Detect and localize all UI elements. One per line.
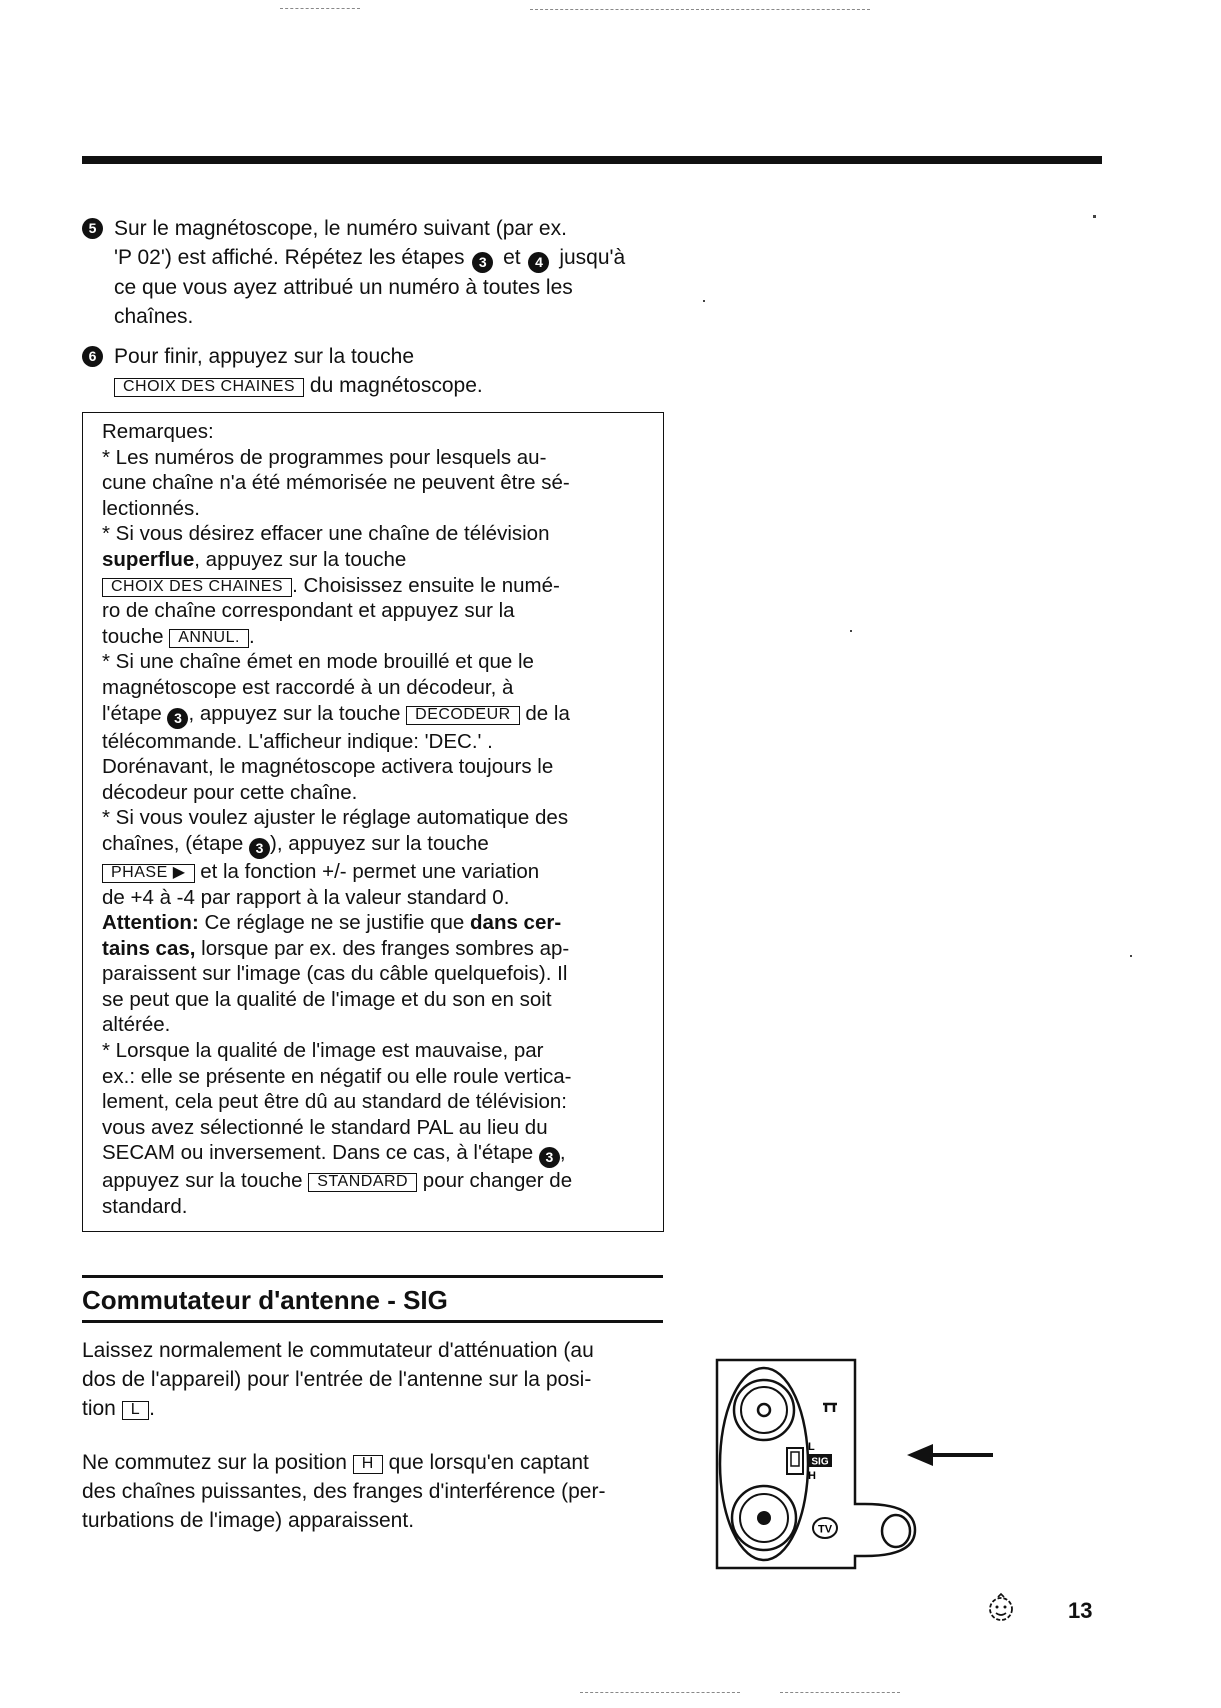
remark-line: se peut que la qualité de l'image et du son en soit [102,987,552,1011]
remark-line: * Si vous voulez ajuster le réglage automatique des [102,806,569,830]
remark-line: télécommande. L'afficheur indique: 'DEC.' . [102,729,493,753]
antenna-panel-diagram [715,1358,1015,1588]
text-line: ce que vous ayez attribué un numéro à toutes les [114,276,573,299]
text-line: Sur le magnétoscope, le numéro suivant (par ex. [114,217,567,240]
scan-artifact-top [280,8,360,10]
step-number: 6 [82,346,103,367]
remark-line: CHOIX DES CHAINES . Choisissez ensuite le numé- [102,573,643,599]
step-item-6 [82,342,682,400]
section-title: Commutateur d'antenne - SIG [82,1285,448,1315]
section-paragraph-1: Laissez normalement le commutateur d'atténuation (au dos de l'appareil) pour l'entrée de l'antenne sur la posi- tion L . [82,1339,594,1420]
key-phase: PHASE ▶ [102,864,195,883]
scan-artifact-bottom [780,1692,900,1694]
remarks-title: Remarques: [102,420,214,443]
scan-speck [1130,955,1132,957]
section-rule-top [82,1275,663,1278]
antenna-in-connector [734,1380,794,1440]
step-ref: 3 [249,838,270,859]
remark-line: PHASE ▶ et la fonction +/- permet une variation [102,859,643,885]
remark-line: lement, cela peut être dû au standard de télévision: [102,1090,567,1114]
antenna-icon [823,1404,837,1412]
key-choix-des-chaines: CHOIX DES CHAINES [114,378,304,397]
remark-line: ro de chaîne correspondant et appuyez sur la [102,599,515,623]
scan-speck [850,630,852,632]
remark-line: magnétoscope est raccordé à un décodeur, à [102,675,514,699]
step-ref: 3 [167,708,188,729]
remark-line: touche ANNUL. . [102,624,255,648]
step-ref: 4 [528,252,549,273]
remark-line: cune chaîne n'a été mémorisée ne peuvent être sé- [102,471,570,495]
step-number: 5 [82,218,103,239]
remark-line: SECAM ou inversement. Dans ce cas, à l'étape 3 , [102,1140,643,1168]
text-line: Pour finir, appuyez sur la touche [114,345,415,368]
top-rule [82,156,1102,164]
scan-artifact-bottom [580,1692,740,1694]
step-ref: 3 [472,252,493,273]
remark-line: de +4 à -4 par rapport à la valeur standard 0. [102,885,510,909]
remark-line: altérée. [102,1013,171,1037]
key-decodeur: DECODEUR [406,706,520,725]
antenna-in-connector-inner [741,1387,787,1433]
scan-speck [703,300,705,302]
scan-speck [1093,215,1096,218]
remark-line: lectionnés. [102,496,201,520]
key-annul: ANNUL. [169,629,249,648]
sig-switch-slider [791,1452,799,1466]
scan-artifact-top [530,9,870,11]
remark-line: * Si vous désirez effacer une chaîne de télévision [102,522,550,546]
page-number: 13 [1068,1598,1093,1623]
key-standard: STANDARD [308,1173,417,1192]
section-paragraph-2: Ne commutez sur la position H que lorsqu'en captant des chaînes puissantes, des franges d'interférence (per- turbations de l'image) apparaissent. [82,1451,606,1532]
label-l: L [808,1441,815,1453]
key-choix-des-chaines: CHOIX DES CHAINES [102,578,292,597]
antenna-in-pin [758,1404,770,1416]
key-position-h: H [353,1455,383,1474]
remark-line: vous avez sélectionné le standard PAL au lieu du [102,1115,548,1139]
remarks-box [82,412,664,1232]
connector-housing [720,1368,808,1560]
remark-line: chaînes, (étape 3 ), appuyez sur la touche [102,831,643,859]
step-item-5 [82,214,682,331]
label-h: H [808,1470,816,1482]
remark-line: * Les numéros de programmes pour lesquels au- [102,445,547,469]
label-tv: TV [817,1523,833,1536]
remark-line: * Lorsque la qualité de l'image est mauvaise, par [102,1039,544,1063]
remark-line: Dorénavant, le magnétoscope activera toujours le [102,755,554,779]
remark-line: appuyez sur la touche STANDARD pour changer de [102,1169,573,1193]
remark-line: Attention: Ce réglage ne se justifie que dans cer- [102,911,562,935]
remark-line: standard. [102,1195,188,1219]
key-position-l: L [122,1401,149,1420]
text-line: chaînes. [114,305,194,328]
remark-line: * Si une chaîne émet en mode brouillé et que le [102,650,534,674]
remark-line: tains cas, lorsque par ex. des franges sombres ap- [102,936,570,960]
step-ref: 3 [539,1147,560,1168]
remark-line: superflue, appuyez sur la touche [102,547,407,571]
page-logo-icon [985,1592,1017,1624]
remark-line: paraissent sur l'image (cas du câble quelquefois). Il [102,962,568,986]
remark-line: décodeur pour cette chaîne. [102,780,358,804]
left-arrow-icon [905,1440,995,1470]
text-line: 'P 02') est affiché. Répétez les étapes 3 et 4 jusqu'à [114,243,682,273]
tv-out-pin [757,1511,771,1525]
mounting-hole [882,1515,910,1547]
section-rule-bottom [82,1320,663,1323]
remark-line: ex.: elle se présente en négatif ou elle roule vertica- [102,1064,572,1088]
remark-line: l'étape 3 , appuyez sur la touche DECODEUR de la [102,701,643,729]
text-line: CHOIX DES CHAINES du magnétoscope. [114,371,682,400]
label-sig: SIG [811,1456,829,1468]
